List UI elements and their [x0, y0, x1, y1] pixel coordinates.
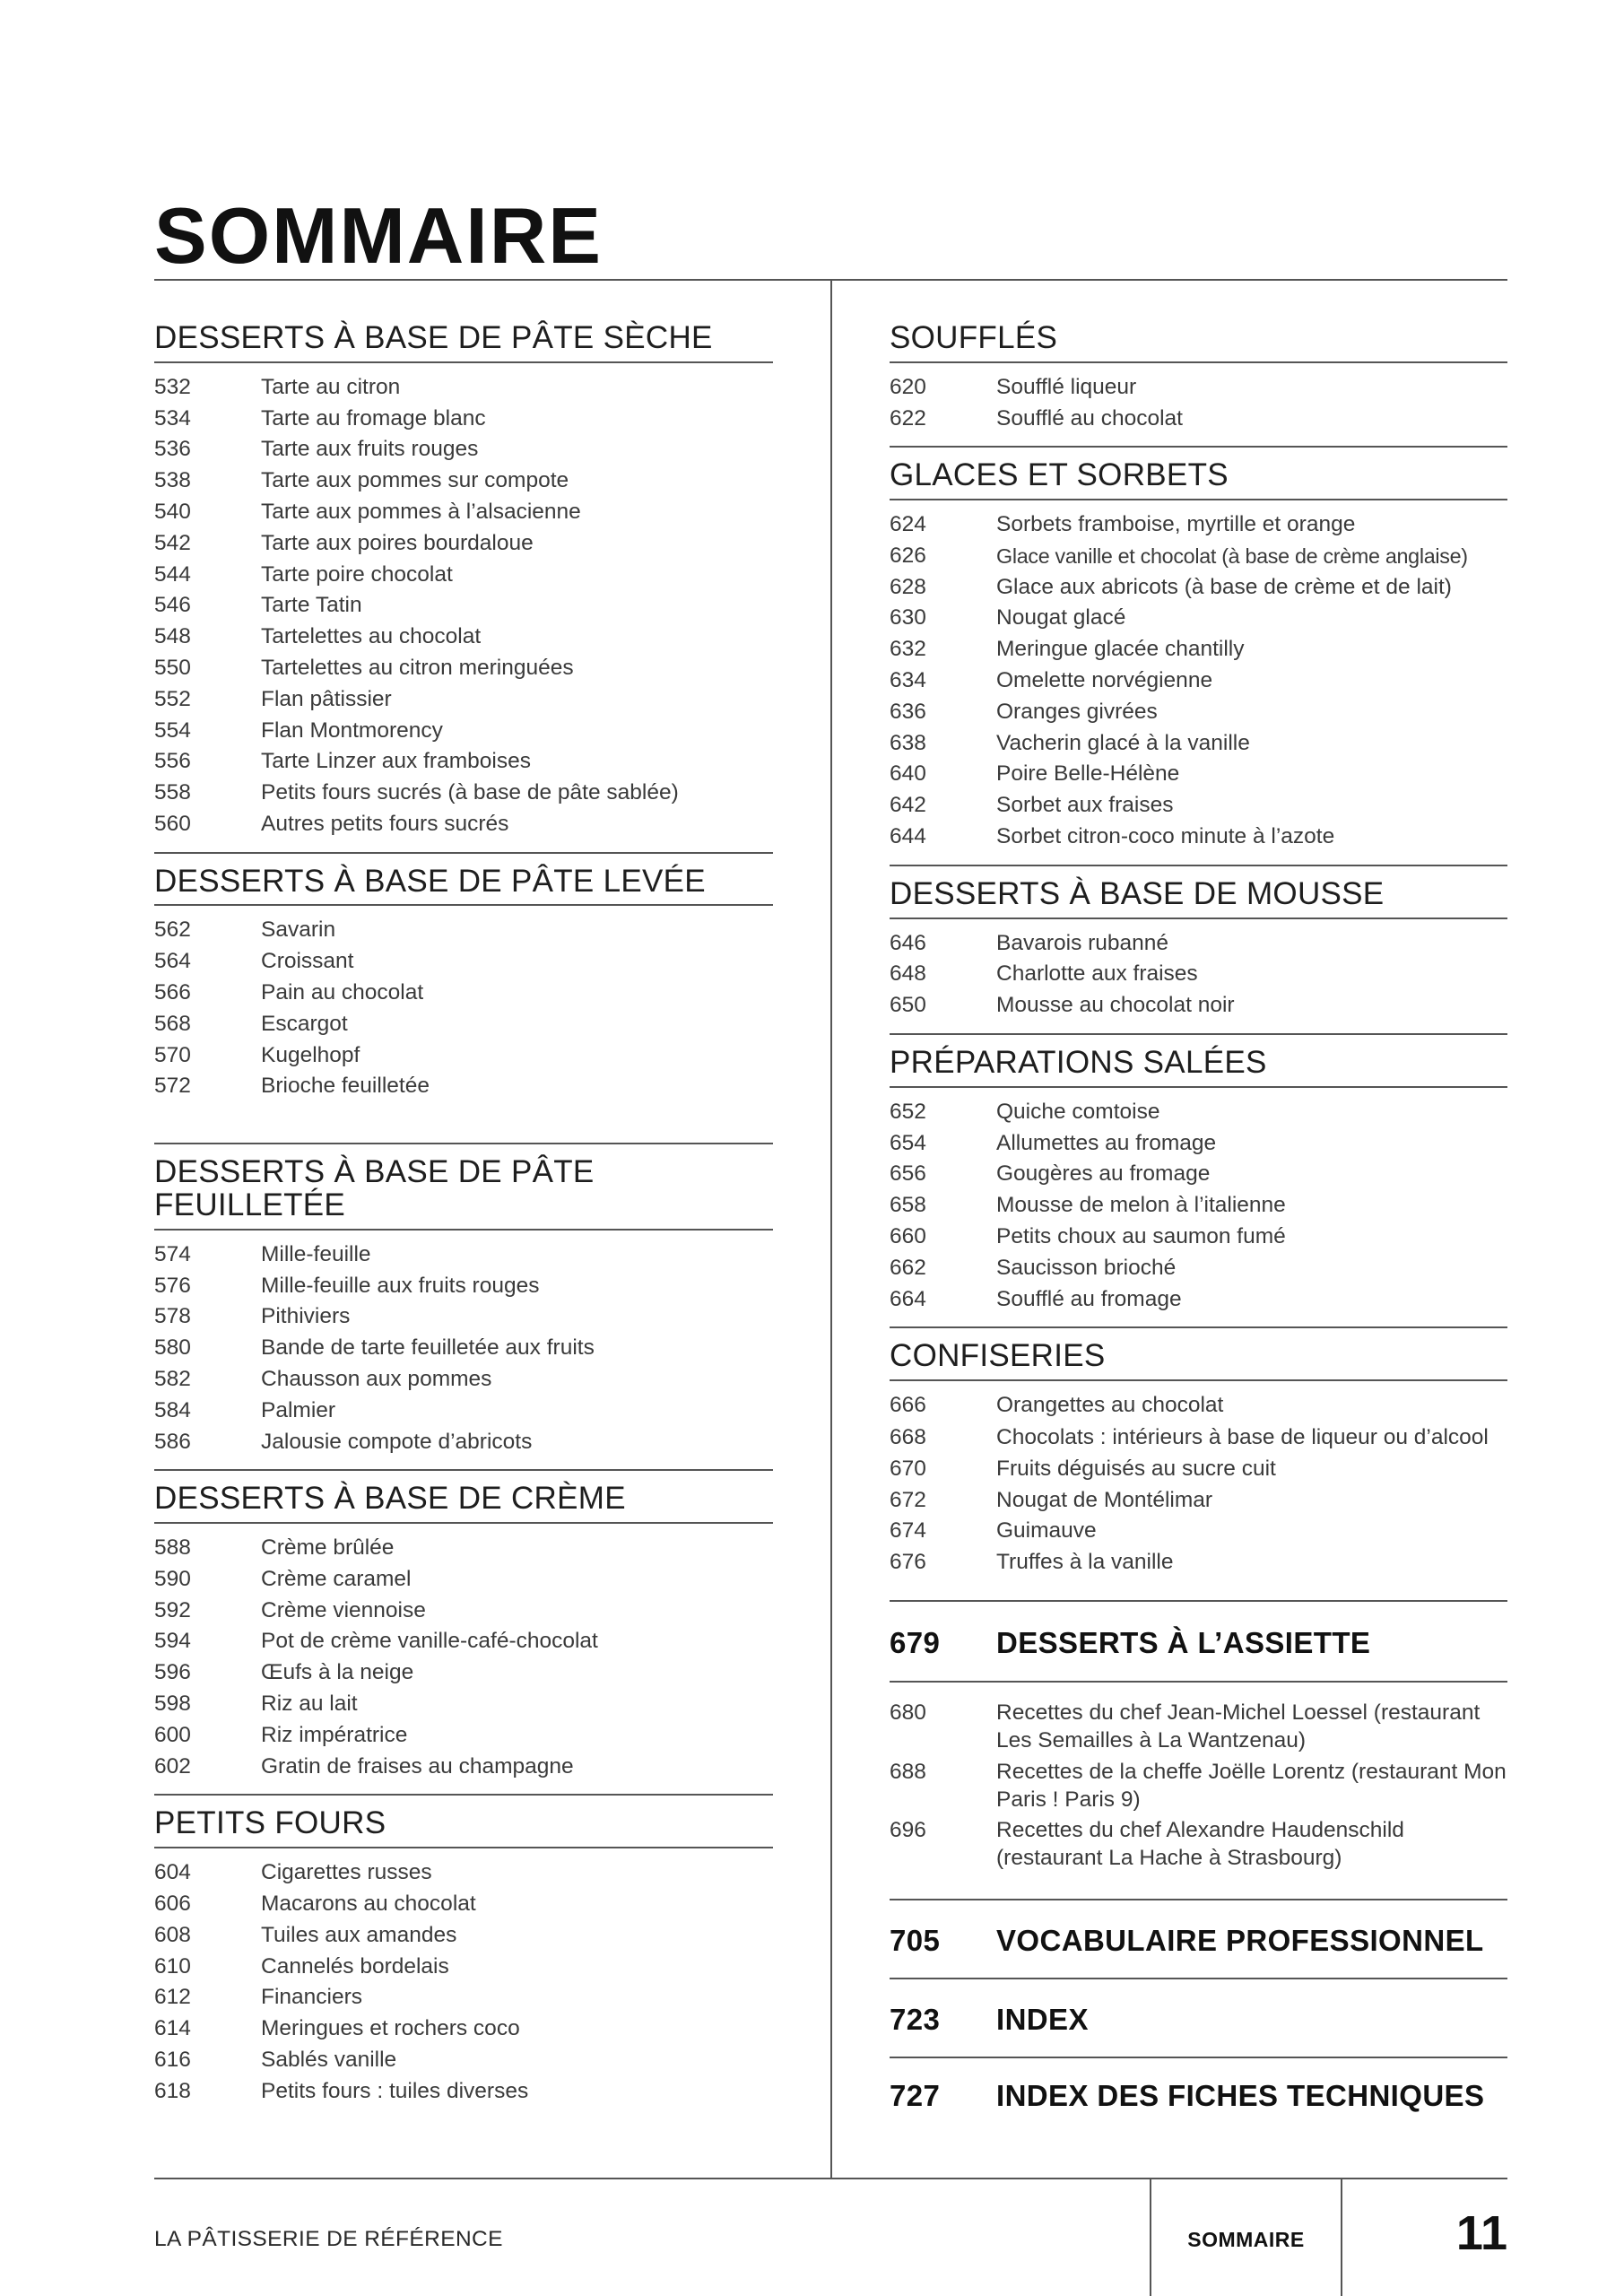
toc-entry[interactable] [154, 915, 773, 946]
entry-list [154, 363, 773, 854]
toc-entry[interactable] [890, 1816, 1507, 1872]
page-number: 646 [890, 930, 926, 955]
entry-title: Saucisson brioché [996, 1255, 1177, 1280]
page-number: 536 [154, 437, 191, 462]
page-number: 662 [890, 1255, 926, 1280]
entry-title: Petits choux au saumon fumé [996, 1223, 1286, 1248]
toc-entry[interactable] [890, 1758, 1507, 1813]
page-number: 542 [154, 530, 191, 555]
footer-rule [154, 2178, 1507, 2179]
toc-entry[interactable] [154, 497, 773, 528]
toc-entry[interactable] [890, 1699, 1507, 1754]
toc-entry[interactable] [154, 560, 773, 591]
entry-title: Recettes du chef Jean-Michel Loessel (restaurant Les Semailles à La Wantzenau) [996, 1700, 1481, 1753]
toc-left-column [154, 280, 773, 2138]
entry-title: Kugelhopf [261, 1042, 360, 1067]
entry-title: Gougères au fromage [996, 1161, 1211, 1187]
entry-title: Soufflé au fromage [996, 1286, 1182, 1311]
toc-entry[interactable] [890, 603, 1507, 634]
page-number: 596 [154, 1660, 191, 1685]
column-divider [830, 279, 832, 2179]
page-number: 680 [890, 1700, 926, 1726]
entry-title: Autres petits fours sucrés [261, 811, 509, 836]
entry-title: Glace aux abricots (à base de crème et de lait) [996, 574, 1452, 599]
page-number: 696 [890, 1818, 926, 1843]
entry-title: Tartelettes au citron meringuées [261, 655, 574, 680]
page-number: 584 [154, 1397, 191, 1422]
toc-entry[interactable] [154, 1040, 773, 1072]
toc-entry[interactable] [890, 1423, 1507, 1451]
toc-entry[interactable] [154, 2045, 773, 2076]
toc-entry[interactable] [154, 2013, 773, 2045]
toc-major-vocabulaire[interactable] [890, 1900, 1507, 1979]
entry-title: Allumettes au fromage [996, 1130, 1217, 1155]
entry-title: Jalousie compote d’abricots [261, 1429, 533, 1454]
entry-title: Petits fours sucrés (à base de pâte sablée) [261, 780, 679, 805]
page-number: 688 [890, 1759, 926, 1784]
entry-title: Tarte au fromage blanc [261, 405, 486, 430]
page-number: 558 [154, 780, 191, 805]
toc-entry[interactable] [154, 1271, 773, 1302]
toc-entry[interactable] [890, 1097, 1507, 1128]
entry-title: Tarte au citron [261, 374, 401, 399]
toc-entry[interactable] [154, 1396, 773, 1427]
page-number: 656 [890, 1161, 926, 1187]
entry-list [154, 1231, 773, 1472]
entry-title: Tuiles aux amandes [261, 1922, 457, 1947]
entry-title: Mousse de melon à l’italienne [996, 1193, 1286, 1218]
entry-title: Palmier [261, 1397, 336, 1422]
toc-section-pate-levee [154, 854, 773, 1145]
toc-entry[interactable] [890, 1547, 1507, 1578]
toc-entry[interactable] [154, 1626, 773, 1657]
page-number: 566 [154, 980, 191, 1005]
entry-title: Tarte Linzer aux framboises [261, 749, 531, 774]
page-number: 562 [154, 918, 191, 943]
toc-entry[interactable] [154, 1752, 773, 1783]
entry-title: Tarte aux fruits rouges [261, 437, 479, 462]
entry-title: Tarte Tatin [261, 593, 362, 618]
page-number: 554 [154, 718, 191, 743]
entry-title: Recettes du chef Alexandre Haudenschild (restaurant La Hache à Strasbourg) [996, 1818, 1404, 1871]
entry-title: Soufflé liqueur [996, 374, 1137, 399]
major-section-title: INDEX DES FICHES TECHNIQUES [996, 2078, 1485, 2112]
toc-entry[interactable] [890, 572, 1507, 604]
page-number: 650 [890, 993, 926, 1018]
toc-entry[interactable] [890, 790, 1507, 822]
page-number: 570 [154, 1042, 191, 1067]
toc-major-assiette[interactable] [890, 1602, 1507, 1683]
toc-entry[interactable] [154, 1564, 773, 1596]
toc-entry[interactable] [890, 1159, 1507, 1190]
toc-entry[interactable] [890, 665, 1507, 697]
entry-title: Orangettes au chocolat [996, 1393, 1224, 1418]
page-number: 564 [154, 949, 191, 974]
entry-list [154, 1524, 773, 1796]
toc-entry[interactable] [890, 372, 1507, 404]
entry-list [890, 500, 1507, 866]
entry-title: Sorbets framboise, myrtille et orange [996, 512, 1356, 537]
page-number: 594 [154, 1629, 191, 1654]
page-number: 572 [154, 1074, 191, 1099]
toc-section-petits-fours [154, 1796, 773, 2137]
toc-entry[interactable] [154, 1364, 773, 1396]
page-number: 548 [154, 624, 191, 649]
section-heading: DESSERTS À BASE DE CRÈME [154, 1471, 773, 1524]
page-number: 604 [154, 1860, 191, 1885]
page-number: 630 [890, 605, 926, 631]
toc-entry[interactable] [154, 1301, 773, 1333]
toc-entry[interactable] [154, 1009, 773, 1040]
page-number: 576 [154, 1273, 191, 1298]
toc-entry[interactable] [154, 1720, 773, 1752]
toc-entry[interactable] [154, 590, 773, 622]
entry-title: Savarin [261, 918, 336, 943]
page-number: 723 [890, 2002, 941, 2036]
toc-entry[interactable] [890, 1128, 1507, 1160]
entry-title: Vacherin glacé à la vanille [996, 730, 1250, 755]
toc-entry[interactable] [154, 1427, 773, 1458]
toc-entry[interactable] [890, 404, 1507, 435]
page-number: 670 [890, 1456, 926, 1481]
toc-entry[interactable] [890, 1516, 1507, 1547]
entry-title: Pot de crème vanille-café-chocolat [261, 1629, 598, 1654]
section-heading: SOUFFLÉS [890, 280, 1507, 363]
toc-section-confiseries [890, 1328, 1507, 1602]
page-number: 676 [890, 1550, 926, 1575]
toc-entry[interactable] [154, 528, 773, 560]
page-number: 586 [154, 1429, 191, 1454]
page-number: 622 [890, 405, 926, 430]
toc-entry[interactable] [890, 1222, 1507, 1253]
entry-title: Œufs à la neige [261, 1660, 414, 1685]
entry-title: Chocolats : intérieurs à base de liqueur ou d’alcool [996, 1424, 1489, 1449]
page-number: 666 [890, 1393, 926, 1418]
entry-title: Recettes de la cheffe Joëlle Lorentz (restaurant Mon Paris ! Paris 9) [996, 1759, 1507, 1812]
page-number: 618 [154, 2078, 191, 2103]
entry-title: Guimauve [996, 1518, 1097, 1544]
entry-title: Cannelés bordelais [261, 1953, 449, 1979]
toc-entry[interactable] [154, 746, 773, 778]
entry-list [890, 1088, 1507, 1329]
toc-entry[interactable] [154, 653, 773, 684]
page-number: 636 [890, 699, 926, 724]
toc-major-index-fiches[interactable] [890, 2058, 1507, 2110]
toc-entry[interactable] [890, 1454, 1507, 1485]
footer-book-title: LA PÂTISSERIE DE RÉFÉRENCE [154, 2227, 503, 2251]
page-number: 668 [890, 1424, 926, 1449]
toc-right-column [890, 280, 1507, 2110]
entry-title: Meringues et rochers coco [261, 2016, 520, 2041]
toc-entry[interactable] [890, 959, 1507, 990]
section-heading: GLACES ET SORBETS [890, 448, 1507, 500]
page-number: 590 [154, 1566, 191, 1591]
page-number: 705 [890, 1923, 941, 1957]
entry-list [890, 363, 1507, 448]
toc-entry[interactable] [154, 1982, 773, 2013]
toc-entry[interactable] [154, 1889, 773, 1920]
entry-title: Mousse au chocolat noir [996, 993, 1235, 1018]
section-heading: CONFISERIES [890, 1328, 1507, 1381]
entry-title: Flan pâtissier [261, 686, 392, 711]
entry-title: Crème viennoise [261, 1597, 426, 1622]
entry-list [890, 1381, 1507, 1602]
entry-title: Riz impératrice [261, 1722, 408, 1747]
entry-title: Glace vanille et chocolat (à base de crème anglaise) [996, 544, 1468, 568]
toc-entry[interactable] [154, 404, 773, 435]
page-number: 608 [154, 1922, 191, 1947]
footer-section-label: SOMMAIRE [1187, 2228, 1305, 2251]
entry-title: Soufflé au chocolat [996, 405, 1183, 430]
entry-title: Pithiviers [261, 1304, 351, 1329]
toc-entry[interactable] [890, 728, 1507, 760]
page-number: 679 [890, 1626, 941, 1660]
page-number: 658 [890, 1193, 926, 1218]
page-number: 588 [154, 1535, 191, 1561]
toc-entry[interactable] [154, 465, 773, 497]
page-number: 644 [890, 824, 926, 849]
entry-title: Cigarettes russes [261, 1860, 432, 1885]
entry-title: Tarte aux poires bourdaloue [261, 530, 534, 555]
page-number: 616 [154, 2047, 191, 2072]
toc-entry[interactable] [154, 1596, 773, 1627]
entry-title: Tarte aux pommes à l’alsacienne [261, 499, 581, 524]
entry-title: Poire Belle-Hélène [996, 761, 1180, 787]
entry-title: Mille-feuille aux fruits rouges [261, 1273, 540, 1298]
entry-title: Petits fours : tuiles diverses [261, 2078, 529, 2103]
page-number: 672 [890, 1487, 926, 1512]
chef-recipes-list [890, 1683, 1507, 1900]
toc-entry[interactable] [154, 1857, 773, 1889]
toc-entry[interactable] [154, 1920, 773, 1952]
toc-entry[interactable] [890, 928, 1507, 960]
page-number: 602 [154, 1753, 191, 1779]
toc-section-pate-seche [154, 280, 773, 854]
page-number: 540 [154, 499, 191, 524]
page-number: 634 [890, 668, 926, 693]
page-number: 612 [154, 1985, 191, 2010]
page-number: 640 [890, 761, 926, 787]
page-number: 574 [154, 1241, 191, 1266]
toc-entry[interactable] [154, 1333, 773, 1364]
page-number: 648 [890, 961, 926, 987]
entry-title: Sorbet aux fraises [996, 793, 1174, 818]
page-number: 614 [154, 2016, 191, 2041]
page-number: 628 [890, 574, 926, 599]
page-number: 552 [154, 686, 191, 711]
toc-entry[interactable] [154, 372, 773, 404]
entry-title: Croissant [261, 949, 354, 974]
entry-title: Charlotte aux fraises [996, 961, 1198, 987]
toc-entry[interactable] [890, 697, 1507, 728]
entry-title: Bande de tarte feuilletée aux fruits [261, 1335, 595, 1361]
entry-title: Brioche feuilletée [261, 1074, 430, 1099]
entry-title: Fruits déguisés au sucre cuit [996, 1456, 1276, 1481]
page-number: 550 [154, 655, 191, 680]
toc-section-salees [890, 1035, 1507, 1328]
entry-title: Chausson aux pommes [261, 1366, 492, 1391]
entry-title: Crème caramel [261, 1566, 412, 1591]
toc-entry[interactable] [154, 978, 773, 1009]
page-number: 560 [154, 811, 191, 836]
page-number: 600 [154, 1722, 191, 1747]
page-number: 556 [154, 749, 191, 774]
section-heading: DESSERTS À BASE DE PÂTE FEUILLETÉE [154, 1144, 773, 1231]
entry-list [154, 906, 773, 1144]
page-number: 578 [154, 1304, 191, 1329]
entry-title: Macarons au chocolat [261, 1891, 476, 1916]
entry-title: Financiers [261, 1985, 363, 2010]
page-number: 642 [890, 793, 926, 818]
toc-entry[interactable] [890, 1485, 1507, 1517]
page-number: 632 [890, 637, 926, 662]
entry-title: Sorbet citron-coco minute à l’azote [996, 824, 1335, 849]
page-number: 582 [154, 1366, 191, 1391]
page-number: 654 [890, 1130, 926, 1155]
page-number: 626 [890, 543, 926, 568]
entry-title: Omelette norvégienne [996, 668, 1213, 693]
entry-title: Tartelettes au chocolat [261, 624, 482, 649]
entry-title: Crème brûlée [261, 1535, 395, 1561]
toc-entry[interactable] [154, 716, 773, 747]
entry-title: Pain au chocolat [261, 980, 424, 1005]
entry-title: Bavarois rubanné [996, 930, 1169, 955]
toc-entry[interactable] [890, 822, 1507, 853]
page-number: 598 [154, 1692, 191, 1717]
footer-divider [1341, 2178, 1342, 2296]
entry-title: Nougat glacé [996, 605, 1126, 631]
toc-section-creme [154, 1471, 773, 1796]
toc-entry[interactable] [154, 809, 773, 840]
page-number: 727 [890, 2078, 941, 2112]
page-number: 592 [154, 1597, 191, 1622]
page-number: 580 [154, 1335, 191, 1361]
toc-entry[interactable] [890, 1390, 1507, 1422]
toc-entry[interactable] [154, 1952, 773, 1983]
toc-entry[interactable] [890, 1284, 1507, 1316]
section-heading: DESSERTS À BASE DE PÂTE LEVÉE [154, 854, 773, 907]
entry-list [154, 1848, 773, 2137]
page-number: 674 [890, 1518, 926, 1544]
page-number: 664 [890, 1286, 926, 1311]
toc-entry[interactable] [154, 1533, 773, 1564]
page-number: 660 [890, 1223, 926, 1248]
footer-page-number: 11 [1455, 2206, 1507, 2260]
page-number: 534 [154, 405, 191, 430]
entry-title: Sablés vanille [261, 2047, 397, 2072]
toc-entry[interactable] [154, 1071, 773, 1102]
entry-title: Meringue glacée chantilly [996, 637, 1245, 662]
toc-entry[interactable] [154, 946, 773, 978]
toc-entry[interactable] [890, 541, 1507, 572]
major-section-title: DESSERTS À L’ASSIETTE [996, 1626, 1371, 1660]
entry-title: Riz au lait [261, 1692, 358, 1717]
toc-entry[interactable] [154, 684, 773, 716]
page-number: 624 [890, 512, 926, 537]
page-number: 620 [890, 374, 926, 399]
entry-title: Gratin de fraises au champagne [261, 1753, 574, 1779]
toc-entry[interactable] [154, 622, 773, 653]
entry-title: Tarte poire chocolat [261, 561, 453, 587]
entry-title: Escargot [261, 1011, 348, 1036]
section-heading: DESSERTS À BASE DE PÂTE SÈCHE [154, 280, 773, 363]
entry-title: Tarte aux pommes sur compote [261, 468, 569, 493]
toc-section-mousse [890, 866, 1507, 1035]
toc-entry[interactable] [890, 509, 1507, 541]
toc-entry[interactable] [154, 2076, 773, 2108]
page-number: 532 [154, 374, 191, 399]
entry-list [890, 919, 1507, 1035]
entry-title: Quiche comtoise [996, 1099, 1160, 1124]
page-number: 544 [154, 561, 191, 587]
toc-entry[interactable] [154, 778, 773, 809]
page-number: 538 [154, 468, 191, 493]
toc-entry[interactable] [890, 759, 1507, 790]
toc-section-souffles [890, 280, 1507, 448]
toc-entry[interactable] [154, 434, 773, 465]
section-heading: DESSERTS À BASE DE MOUSSE [890, 866, 1507, 919]
toc-entry[interactable] [890, 634, 1507, 665]
entry-title: Mille-feuille [261, 1241, 371, 1266]
entry-title: Flan Montmorency [261, 718, 443, 743]
page-number: 652 [890, 1099, 926, 1124]
section-heading: PETITS FOURS [154, 1796, 773, 1848]
section-heading: PRÉPARATIONS SALÉES [890, 1035, 1507, 1088]
toc-entry[interactable] [890, 1253, 1507, 1284]
page-number: 606 [154, 1891, 191, 1916]
entry-title: Oranges givrées [996, 699, 1158, 724]
page-title: SOMMAIRE [154, 190, 603, 280]
major-section-title: INDEX [996, 2002, 1089, 2036]
toc-major-index[interactable] [890, 1979, 1507, 2058]
toc-section-pate-feuilletee [154, 1144, 773, 1471]
toc-entry[interactable] [890, 990, 1507, 1022]
toc-section-glaces-sorbets [890, 448, 1507, 866]
major-section-title: VOCABULAIRE PROFESSIONNEL [996, 1923, 1484, 1957]
toc-entry[interactable] [154, 1689, 773, 1720]
page-number: 568 [154, 1011, 191, 1036]
entry-title: Truffes à la vanille [996, 1550, 1174, 1575]
toc-entry[interactable] [154, 1239, 773, 1271]
page-number: 546 [154, 593, 191, 618]
page-number: 638 [890, 730, 926, 755]
toc-entry[interactable] [890, 1190, 1507, 1222]
toc-entry[interactable] [154, 1657, 773, 1689]
page-number: 610 [154, 1953, 191, 1979]
entry-title: Nougat de Montélimar [996, 1487, 1213, 1512]
